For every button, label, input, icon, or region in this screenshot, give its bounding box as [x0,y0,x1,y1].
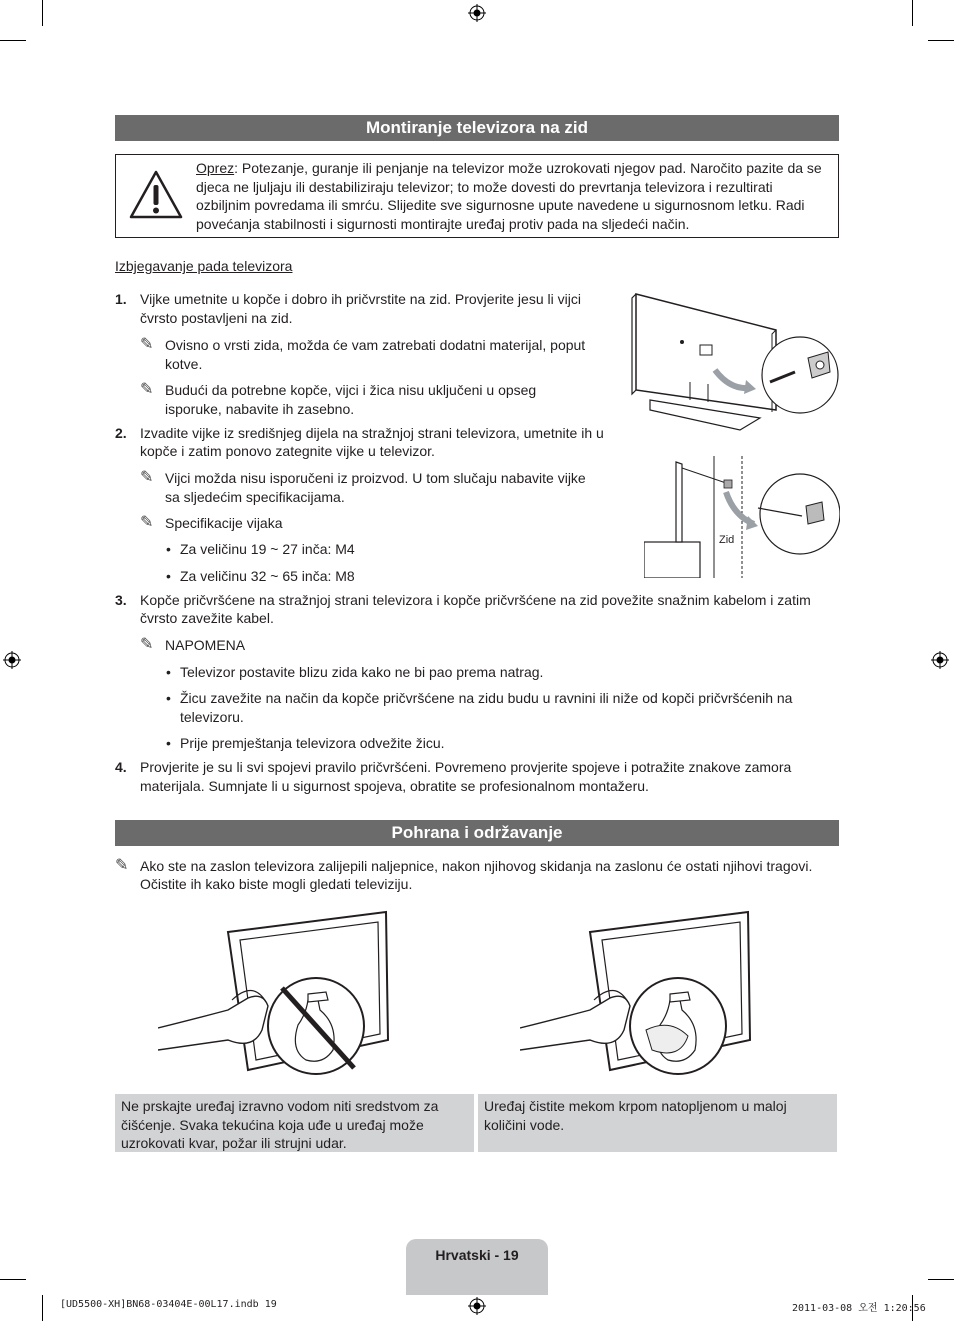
footer-file-info: [UD5500-XH]BN68-03404E-00L17.indb 19 [60,1299,277,1310]
crop-mark [42,1295,43,1321]
wall-side-illustration [644,456,840,578]
caption-soft-cloth [478,1094,837,1152]
note-text-line: Budući da potrebne kopče, vijci i žica nisu uključeni u opseg [165,382,537,398]
crop-mark [0,40,26,41]
caption-no-spray [115,1094,474,1152]
note-text-line: Specifikacije vijaka [165,515,283,531]
registration-mark-icon [3,651,21,669]
note-text-line: Vijci možda nisu isporučeni iz proizvod. U tom slučaju nabavite vijke [165,470,586,486]
wall-label: Zid [719,534,735,546]
spec-item: Za veličinu 32 ~ 65 inča: M8 [180,568,355,584]
bullet-icon: • [166,735,171,751]
pencil-note-icon: ✎ [115,857,129,874]
registration-mark-icon [468,4,486,22]
page-number-tab: Hrvatski - 19 [406,1239,548,1295]
bullet-icon: • [166,690,171,706]
tv-bracket-illustration [630,290,840,440]
pencil-note-icon: ✎ [140,381,154,398]
caution-box [115,154,839,238]
crop-mark [42,0,43,26]
section-title-storage: Pohrana i održavanje [115,820,839,846]
crop-mark [928,1279,954,1280]
bullet-icon: • [166,541,171,557]
caution-text [196,159,828,233]
caption-line: Uređaj čistite mekom krpom natopljenom u maloj [484,1098,787,1114]
step-number: 3. [115,592,127,608]
no-spray-illustration [158,910,390,1082]
step4-text-line: Provjerite je su li svi spojevi pravilo pričvršćeni. Povremeno provjerite spojeve i potražite znakove zamora [140,759,792,775]
step1-text-line: Vijke umetnite u kopče i dobro ih pričvrstite na zid. Provjerite jesu li vijci [140,291,581,307]
caption-line: uzrokovati kvar, požar ili strujni udar. [121,1135,347,1151]
step3-text-line: čvrsto zavežite kabel. [140,610,274,626]
storage-note-line: Očistite ih kako biste mogli gledati televiziju. [140,876,413,892]
step2-text-line: Izvadite vijke iz središnjeg dijela na stražnjoj strani televizora, umetnite ih u [140,425,604,441]
note-bullet-text: Prije premještanja televizora odvežite žicu. [180,735,445,751]
registration-mark-icon [468,1297,486,1315]
step1-text-line: čvrsto postavljeni na zid. [140,310,293,326]
warning-triangle-icon [128,169,184,221]
step-number: 1. [115,291,127,307]
step3-text-line: Kopče pričvršćene na stražnjoj strani televizora i kopče pričvršćene na zid povežite snažnim kabelom i zatim [140,592,811,608]
note-text-line: sa sljedećim specifikacijama. [165,489,345,505]
caution-body: : Potezanje, guranje ili penjanje na televizor može uzrokovati njegov pad. Naročito pazite da se djeca ne ljuljaju ili destabiliziraju televizor; to može dovesti do prevrtanja televizora i rezultirati ozbiljnim povredama ili smrću. Slijedite sve sigurnosne upute navedene u sigurnosnom letku. Radi povećanja stabilnosti i sigurnosti montirajte uređaj protiv pada na sljedeći način. [196,160,822,232]
step4-text-line: materijala. Sumnjate li u sigurnost spojeva, obratite se profesionalnom montažeru. [140,778,649,794]
pencil-note-icon: ✎ [140,469,154,486]
bullet-icon: • [166,568,171,584]
napomena-label: NAPOMENA [165,637,246,653]
registration-mark-icon [931,651,949,669]
caption-line: čišćenje. Svaka tekućina koja uđe u uređaj može [121,1116,424,1133]
crop-mark [912,0,913,26]
footer-timestamp: 2011-03-08 오전 1:20:56 [792,1303,926,1314]
bullet-icon: • [166,664,171,680]
note-bullet-text: Televizor postavite blizu zida kako ne bi pao prema natrag. [180,664,544,680]
note-text-line: isporuke, nabavite ih zasebno. [165,401,355,417]
crop-mark [0,1279,26,1280]
caption-line: Ne prskajte uređaj izravno vodom niti sredstvom za [121,1098,439,1114]
soft-cloth-illustration [520,910,752,1082]
section-title-wall-mount: Montiranje televizora na zid [115,115,839,141]
subheading-fall-prevention: Izbjegavanje pada televizora [115,258,293,274]
step2-text-line: kopče i zatim ponovo zategnite vijke u televizor. [140,443,435,459]
spec-item: Za veličinu 19 ~ 27 inča: M4 [180,541,355,557]
storage-note-line: Ako ste na zaslon televizora zalijepili naljepnice, nakon njihovog skidanja na zaslonu će ostati njihovi tragovi. [140,858,813,874]
pencil-note-icon: ✎ [140,336,154,353]
crop-mark [928,40,954,41]
step-number: 4. [115,759,127,775]
note-text-line: kotve. [165,356,203,372]
pencil-note-icon: ✎ [140,636,154,653]
caution-label: Oprez [196,160,235,176]
caption-line: količini vode. [484,1116,565,1133]
step-number: 2. [115,425,127,441]
note-text-line: Ovisno o vrsti zida, možda će vam zatrebati dodatni materijal, poput [165,337,586,353]
pencil-note-icon: ✎ [140,514,154,531]
note-bullet-text: Žicu zavežite na način da kopče pričvršćene na zidu budu u ravnini ili niže od kopči pričvršćenih na [180,690,793,706]
note-bullet-text: televizoru. [180,709,244,725]
